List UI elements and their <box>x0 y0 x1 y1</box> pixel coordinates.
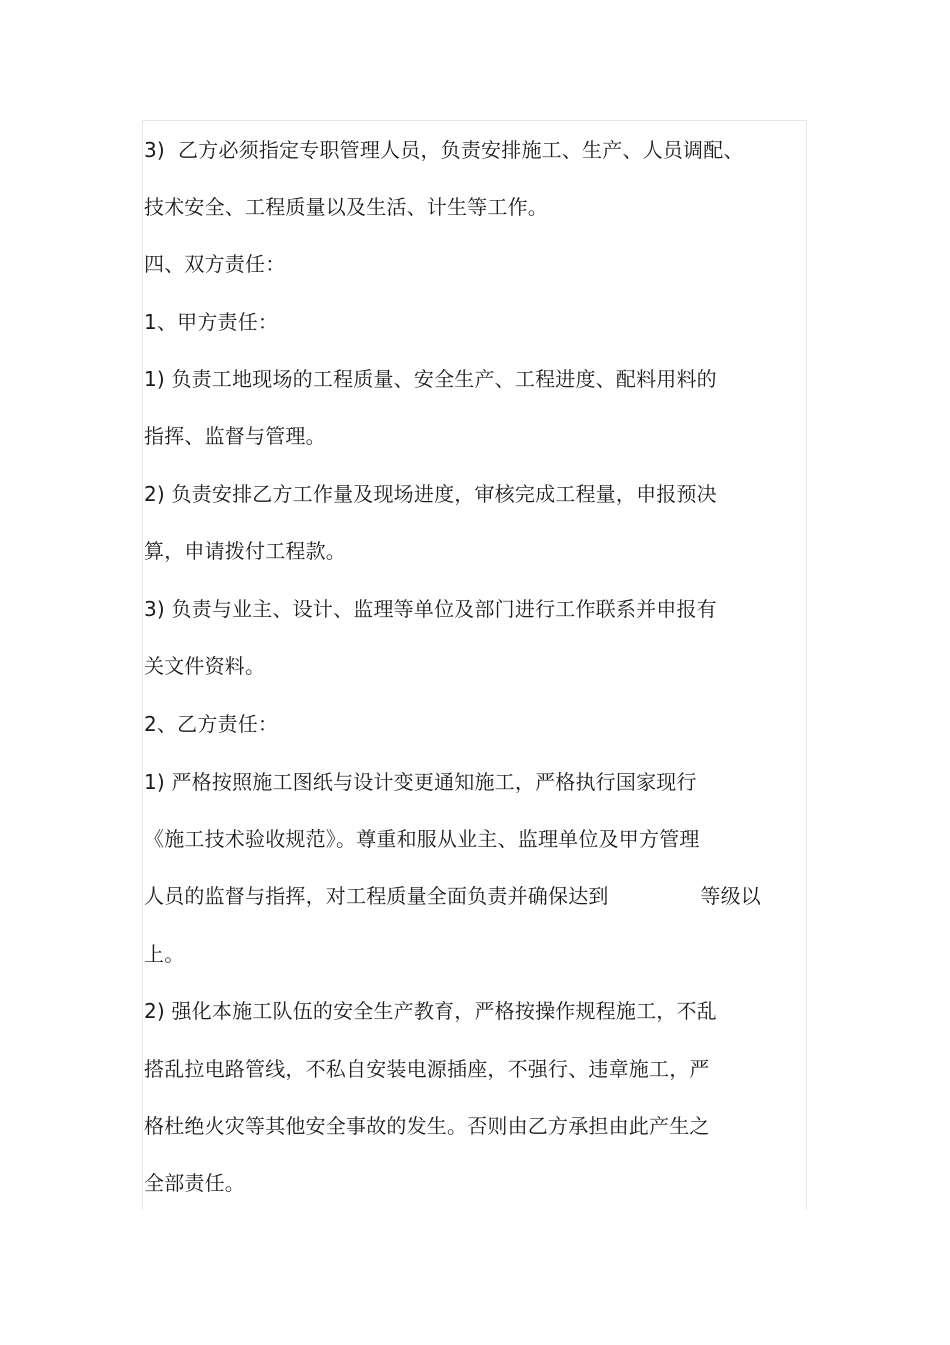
text-line: 搭乱拉电路管线，不私自安装电源插座，不强行、违章施工，严 <box>144 1057 710 1081</box>
text-line: 1) 严格按照施工图纸与设计变更通知施工，严格执行国家现行 <box>144 770 697 794</box>
text-line: 人员的监督与指挥，对工程质量全面负责并确保达到 等级以 <box>144 884 762 908</box>
text-line: 指挥、监督与管理。 <box>144 424 326 448</box>
text-line: 1) 负责工地现场的工程质量、安全生产、工程进度、配料用料的 <box>144 367 717 391</box>
text-line: 全部责任。 <box>144 1171 245 1195</box>
text-line: 《施工技术验收规范》。尊重和服从业主、监理单位及甲方管理 <box>144 827 700 851</box>
text-line: 2) 负责安排乙方工作量及现场进度，审核完成工程量，申报预决 <box>144 482 717 506</box>
text-line: 3) 乙方必须指定专职管理人员，负责安排施工、生产、人员调配、 <box>144 138 744 162</box>
text-line: 3) 负责与业主、设计、监理等单位及部门进行工作联系并申报有 <box>144 597 717 621</box>
section-heading: 四、双方责任： <box>144 252 286 276</box>
text-line: 技术安全、工程质量以及生活、计生等工作。 <box>144 195 548 219</box>
text-line: 关文件资料。 <box>144 654 266 678</box>
text-line: 算，申请拨付工程款。 <box>144 539 346 563</box>
subsection-heading: 2、乙方责任： <box>144 712 279 736</box>
subsection-heading: 1、甲方责任： <box>144 310 279 334</box>
text-line: 格杜绝火灾等其他安全事故的发生。否则由乙方承担由此产生之 <box>144 1114 710 1138</box>
text-line: 2) 强化本施工队伍的安全生产教育，严格按操作规程施工，不乱 <box>144 999 717 1023</box>
text-line: 上。 <box>144 942 185 966</box>
